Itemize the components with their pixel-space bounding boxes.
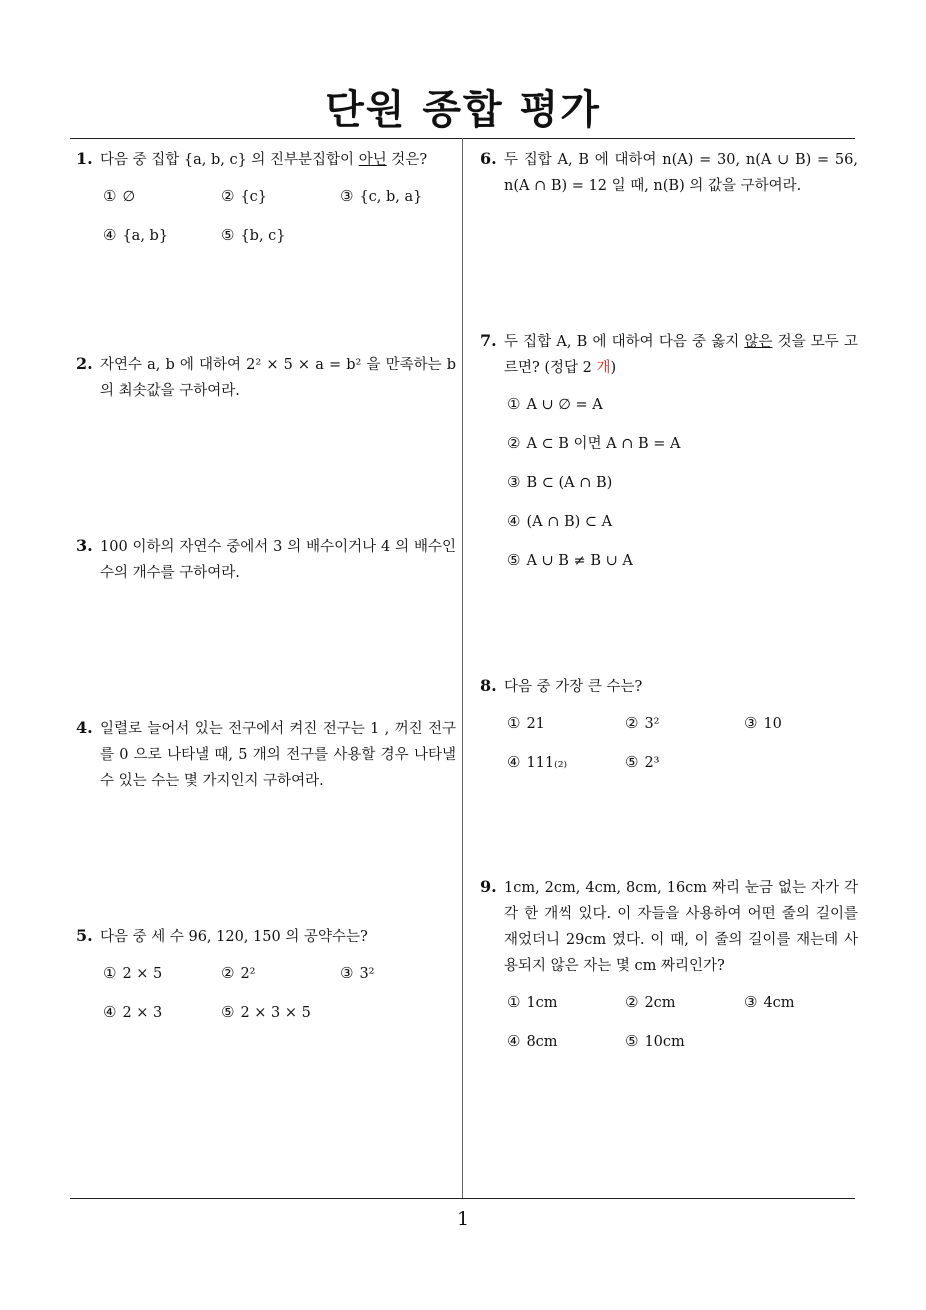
choice-3[interactable]: ③ 4cm — [744, 993, 795, 1011]
question-7-choices — [507, 391, 858, 586]
question-number: 6. — [480, 149, 497, 168]
question-5-choices — [103, 960, 456, 1038]
choice-2[interactable]: ② 3² — [625, 714, 660, 732]
question-4-text: 일렬로 늘어서 있는 전구에서 켜진 전구는 1 , 꺼진 전구를 0 으로 나타낼 때, 5 개의 전구를 사용할 경우 나타낼 수 있는 수는 몇 가지인지 구하여라. — [100, 721, 456, 789]
question-3-text: 100 이하의 자연수 중에서 3 의 배수이거나 4 의 배수인 수의 개수를 구하여라. — [100, 539, 456, 581]
question-6 — [480, 146, 858, 199]
question-6-text: 두 집합 A, B 에 대하여 n(A) = 30, n(A ∪ B) = 56, n(A ∩ B) = 12 일 때, n(B) 의 값을 구하여라. — [504, 152, 858, 194]
question-1 — [76, 146, 456, 261]
choice-1[interactable]: ① ∅ — [103, 187, 136, 205]
question-number: 2. — [76, 354, 93, 373]
choice-4[interactable]: ④ (A ∩ B) ⊂ A — [507, 512, 613, 530]
question-1-choices — [103, 183, 456, 261]
question-7 — [480, 328, 858, 586]
question-3 — [76, 533, 456, 586]
page-number: 1 — [456, 1208, 470, 1230]
choice-3[interactable]: ③ 10 — [744, 714, 782, 732]
column-divider — [462, 138, 463, 1198]
question-number: 7. — [480, 331, 497, 350]
choice-3[interactable]: ③ {c, b, a} — [340, 187, 423, 205]
question-9 — [480, 874, 858, 1067]
choice-4[interactable]: ④ 2 × 3 — [103, 1003, 163, 1021]
choice-2[interactable]: ② {c} — [221, 187, 268, 205]
choice-5[interactable]: ⑤ {b, c} — [221, 226, 286, 244]
question-number: 8. — [480, 676, 497, 695]
question-9-choices — [507, 989, 858, 1067]
choice-2[interactable]: ② A ⊂ B 이면 A ∩ B = A — [507, 434, 681, 452]
page-title: 단원 종합 평가 — [325, 87, 601, 133]
choice-5[interactable]: ⑤ 2 × 3 × 5 — [221, 1003, 311, 1021]
choice-4[interactable]: ④ {a, b} — [103, 226, 169, 244]
question-2-text: 자연수 a, b 에 대하여 2² × 5 × a = b² 을 만족하는 b 의 최솟값을 구하여라. — [100, 357, 456, 399]
choice-5[interactable]: ⑤ A ∪ B ≠ B ∪ A — [507, 551, 633, 569]
choice-2[interactable]: ② 2cm — [625, 993, 676, 1011]
question-2 — [76, 351, 456, 404]
choice-4[interactable]: ④ 111₍₂₎ — [507, 753, 568, 771]
choice-3[interactable]: ③ B ⊂ (A ∩ B) — [507, 473, 613, 491]
bottom-rule — [70, 1198, 855, 1199]
question-4 — [76, 715, 456, 794]
choice-1[interactable]: ① 1cm — [507, 993, 558, 1011]
choice-5[interactable]: ⑤ 10cm — [625, 1032, 685, 1050]
choice-1[interactable]: ① A ∪ ∅ = A — [507, 395, 603, 413]
choice-5[interactable]: ⑤ 2³ — [625, 753, 660, 771]
question-number: 3. — [76, 536, 93, 555]
question-7-text: 7. 두 집합 A, B 에 대하여 다음 중 옳지 않은 것을 모두 고르면? (정답 2 개) — [480, 328, 858, 381]
choice-2[interactable]: ② 2² — [221, 964, 256, 982]
question-9-text: 1cm, 2cm, 4cm, 8cm, 16cm 짜리 눈금 없는 자가 각각 한 개씩 있다. 이 자들을 사용하여 어떤 줄의 길이를 재었더니 29cm 였다. 이 때, 이 줄의 길이를 재는데 사용되지 않은 자는 몇 cm 짜리인가? — [504, 880, 858, 974]
choice-1[interactable]: ① 2 × 5 — [103, 964, 163, 982]
question-number: 1. — [76, 149, 93, 168]
question-1-text: 1. 다음 중 집합 {a, b, c} 의 진부분집합이 아닌 것은? — [76, 146, 456, 173]
question-number: 9. — [480, 877, 497, 896]
question-8 — [480, 673, 858, 788]
choice-4[interactable]: ④ 8cm — [507, 1032, 558, 1050]
question-number: 5. — [76, 926, 93, 945]
question-number: 4. — [76, 718, 93, 737]
question-5-text: 다음 중 세 수 96, 120, 150 의 공약수는? — [100, 929, 368, 945]
question-5 — [76, 923, 456, 1038]
question-8-choices — [507, 710, 858, 788]
question-8-text: 다음 중 가장 큰 수는? — [504, 679, 643, 695]
choice-1[interactable]: ① 21 — [507, 714, 545, 732]
choice-3[interactable]: ③ 3² — [340, 964, 375, 982]
